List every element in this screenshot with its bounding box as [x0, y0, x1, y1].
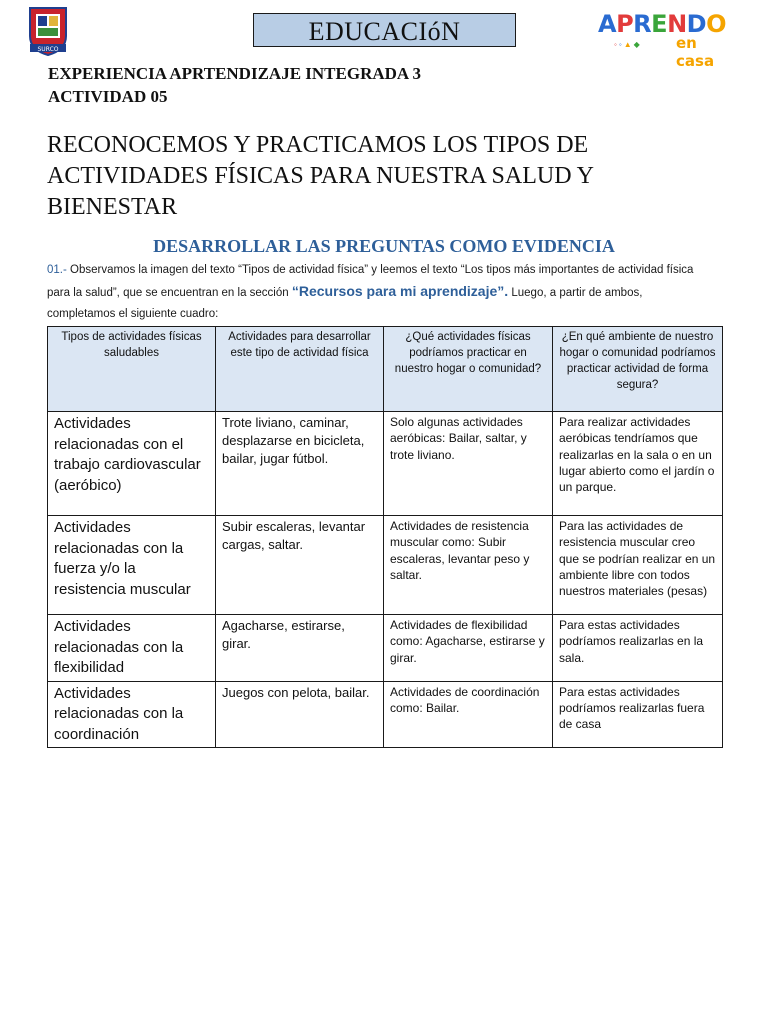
crest-caption: SURCO [37, 46, 59, 53]
instruction-paragraph [47, 260, 707, 325]
resource-name: “Recursos para mi aprendizaje”. [291, 283, 509, 299]
table-cell: Actividades de resistencia muscular como: Subir escaleras, levantar peso y saltar. [384, 516, 553, 615]
header-cell: Actividades para desarrollar este tipo de actividad física [216, 327, 384, 412]
section-heading: DESARROLLAR LAS PREGUNTAS COMO EVIDENCIA [153, 236, 615, 256]
table-cell: Para estas actividades podríamos realizarlas en la sala. [553, 615, 723, 682]
table-cell: Para realizar actividades aeróbicas tendríamos que realizarlas en la sala o en un lugar abierto como el jardín o un parque. [553, 412, 723, 516]
activities-table [47, 326, 723, 748]
table-row [48, 516, 723, 615]
table-cell: Para las actividades de resistencia muscular creo que se podrían realizar en un ambiente libre con todos nuestros materiales (pesas) [553, 516, 723, 615]
table-row [48, 412, 723, 516]
logo-word-en-casa: en casa [676, 34, 715, 70]
header-cell: ¿Qué actividades físicas podríamos practicar en nuestro hogar o comunidad? [384, 327, 553, 412]
table-cell: Actividades relacionadas con la flexibilidad [48, 615, 216, 682]
instruction-text-2: Luego, a partir de ambos, completamos el siguiente cuadro: [47, 287, 643, 320]
header-cell: Tipos de actividades físicas saludables [48, 327, 216, 412]
experience-line: EXPERIENCIA APRTENDIZAJE INTEGRADA 3 [48, 64, 421, 83]
table-cell: Para estas actividades podríamos realizarlas fuera de casa [553, 681, 723, 748]
table-cell: Actividades de flexibilidad como: Agacharse, estirarse y girar. [384, 615, 553, 682]
school-crest-logo [28, 6, 68, 56]
subject-banner: EDUCACIóN [253, 13, 516, 47]
table-cell: Actividades de coordinación como: Bailar. [384, 681, 553, 748]
instruction-text-1: Observamos la imagen del texto “Tipos de actividad física” y leemos el texto “Los tipos más importantes de actividad física para la salud”, que se encuentran en la sección [47, 264, 694, 299]
logo-word-aprendo: APRENDO [598, 10, 726, 38]
table-row [48, 681, 723, 748]
table-header-row [48, 327, 723, 412]
question-number: 01.- [47, 264, 67, 276]
logo-shapes: ◦◦▲◆ [614, 40, 642, 49]
page-title: RECONOCEMOS Y PRACTICAMOS LOS TIPOS DE ACTIVIDADES FÍSICAS PARA NUESTRA SALUD Y BIENESTAR [47, 132, 594, 220]
table-cell: Actividades relacionadas con la fuerza y/o la resistencia muscular [48, 516, 216, 615]
header-cell: ¿En qué ambiente de nuestro hogar o comunidad podríamos practicar actividad de forma segura? [553, 327, 723, 412]
table-cell: Trote liviano, caminar, desplazarse en bicicleta, bailar, jugar fútbol. [216, 412, 384, 516]
table-cell: Subir escaleras, levantar cargas, saltar. [216, 516, 384, 615]
table-cell: Agacharse, estirarse, girar. [216, 615, 384, 682]
activity-line: ACTIVIDAD 05 [48, 87, 168, 106]
table-cell: Solo algunas actividades aeróbicas: Bailar, saltar, y trote liviano. [384, 412, 553, 516]
table-row [48, 615, 723, 682]
table-cell: Juegos con pelota, bailar. [216, 681, 384, 748]
aprendo-en-casa-logo [598, 10, 734, 70]
table-cell: Actividades relacionadas con la coordinación [48, 681, 216, 748]
experience-heading [48, 62, 421, 108]
table-cell: Actividades relacionadas con el trabajo cardiovascular (aeróbico) [48, 412, 216, 516]
